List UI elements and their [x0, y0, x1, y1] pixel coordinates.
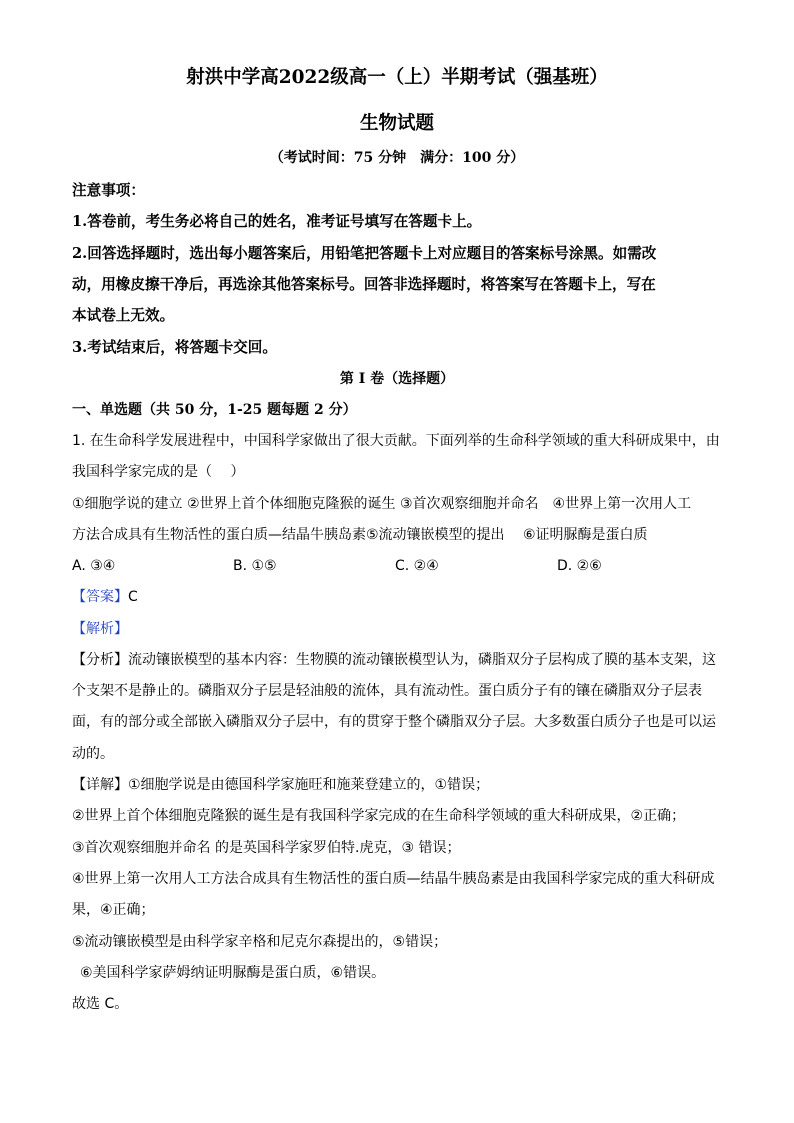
answer-value: C — [128, 589, 138, 605]
fenxi-line-1 — [72, 650, 716, 670]
detail-line-5: 果，④正确； — [72, 902, 155, 918]
option-c: C. ②④ — [395, 558, 439, 574]
notice-item-2-line-3: 本试卷上无效。 — [72, 307, 175, 324]
detail-text: ①细胞学说是由德国科学家施旺和施莱登建立的，①错误； — [128, 777, 490, 793]
detail-line-2: ②世界上首个体细胞克隆猴的诞生是有我国科学家完成的在生命科学领域的重大科研成果，②正确； — [72, 808, 686, 824]
option-b: B. ①⑤ — [233, 558, 277, 574]
exam-title: 射洪中学高2022级高一（上）半期考试（强基班） — [186, 67, 608, 88]
notice-item-1: 1.答卷前，考生务必将自己的姓名，准考证号填写在答题卡上。 — [72, 213, 482, 230]
answer-line — [72, 587, 138, 607]
option-a: A. ③④ — [72, 558, 116, 574]
fenxi-tag: 【分析】 — [72, 652, 128, 668]
fenxi-line-3: 面，有的部分或全部嵌入磷脂双分子层中，有的贯穿于整个磷脂双分子层。大多数蛋白质分子也是可以运 — [72, 714, 716, 730]
fenxi-line-2: 个支架不是静止的。磷脂双分子层是轻油般的流体，具有流动性。蛋白质分子有的镶在磷脂双分子层表 — [72, 683, 702, 699]
question-items-line-2: 方法合成具有生物活性的蛋白质—结晶牛胰岛素⑤流动镶嵌模型的提出 ⑥证明脲酶是蛋白质 — [72, 527, 648, 543]
question-stem-line-1: 1. 在生命科学发展进程中，中国科学家做出了很大贡献。下面列举的生命科学领域的重大科研成果中，由 — [72, 433, 720, 449]
conclusion: 故选 C。 — [72, 996, 129, 1012]
answer-tag: 【答案】 — [72, 589, 128, 605]
notice-heading: 注意事项： — [72, 182, 145, 199]
section-heading: 一、单选题（共 50 分，1-25 题每题 2 分） — [72, 402, 357, 418]
notice-item-2-line-1: 2.回答选择题时，选出每小题答案后，用铅笔把答题卡上对应题目的答案标号涂黑。如需改 — [72, 245, 657, 262]
analysis-line — [72, 619, 128, 639]
question-stem-line-2: 我国科学家完成的是（ ） — [72, 464, 245, 480]
detail-line-6: ⑤流动镶嵌模型是由科学家辛格和尼克尔森提出的，⑤错误； — [72, 934, 448, 950]
option-d: D. ②⑥ — [557, 558, 602, 574]
exam-info: （考试时间：75 分钟 满分：100 分） — [269, 150, 525, 166]
subject-title: 生物试题 — [359, 113, 434, 134]
question-items-line-1: ①细胞学说的建立 ②世界上首个体细胞克隆猴的诞生 ③首次观察细胞并命名 ④世界上第一次用人工 — [72, 496, 692, 512]
analysis-tag: 【解析】 — [72, 621, 128, 637]
fenxi-line-4: 动的。 — [72, 746, 114, 762]
detail-line-4: ④世界上第一次用人工方法合成具有生物活性的蛋白质—结晶牛胰岛素是由我国科学家完成的重大科研成 — [72, 871, 715, 887]
detail-line-1 — [72, 775, 489, 795]
part-title: 第 I 卷（选择题） — [339, 371, 455, 387]
detail-line-3: ③首次观察细胞并命名 的是英国科学家罗伯特.虎克，③ 错误； — [72, 840, 461, 856]
detail-line-7: ⑥美国科学家萨姆纳证明脲酶是蛋白质，⑥错误。 — [80, 965, 386, 981]
notice-item-2-line-2: 动，用橡皮擦干净后，再选涂其他答案标号。回答非选择题时，将答案写在答题卡上，写在 — [72, 276, 656, 293]
notice-item-3: 3.考试结束后，将答题卡交回。 — [72, 339, 277, 356]
fenxi-text: 流动镶嵌模型的基本内容：生物膜的流动镶嵌模型认为，磷脂双分子层构成了膜的基本支架，这 — [128, 652, 716, 668]
detail-tag: 【详解】 — [72, 777, 128, 793]
